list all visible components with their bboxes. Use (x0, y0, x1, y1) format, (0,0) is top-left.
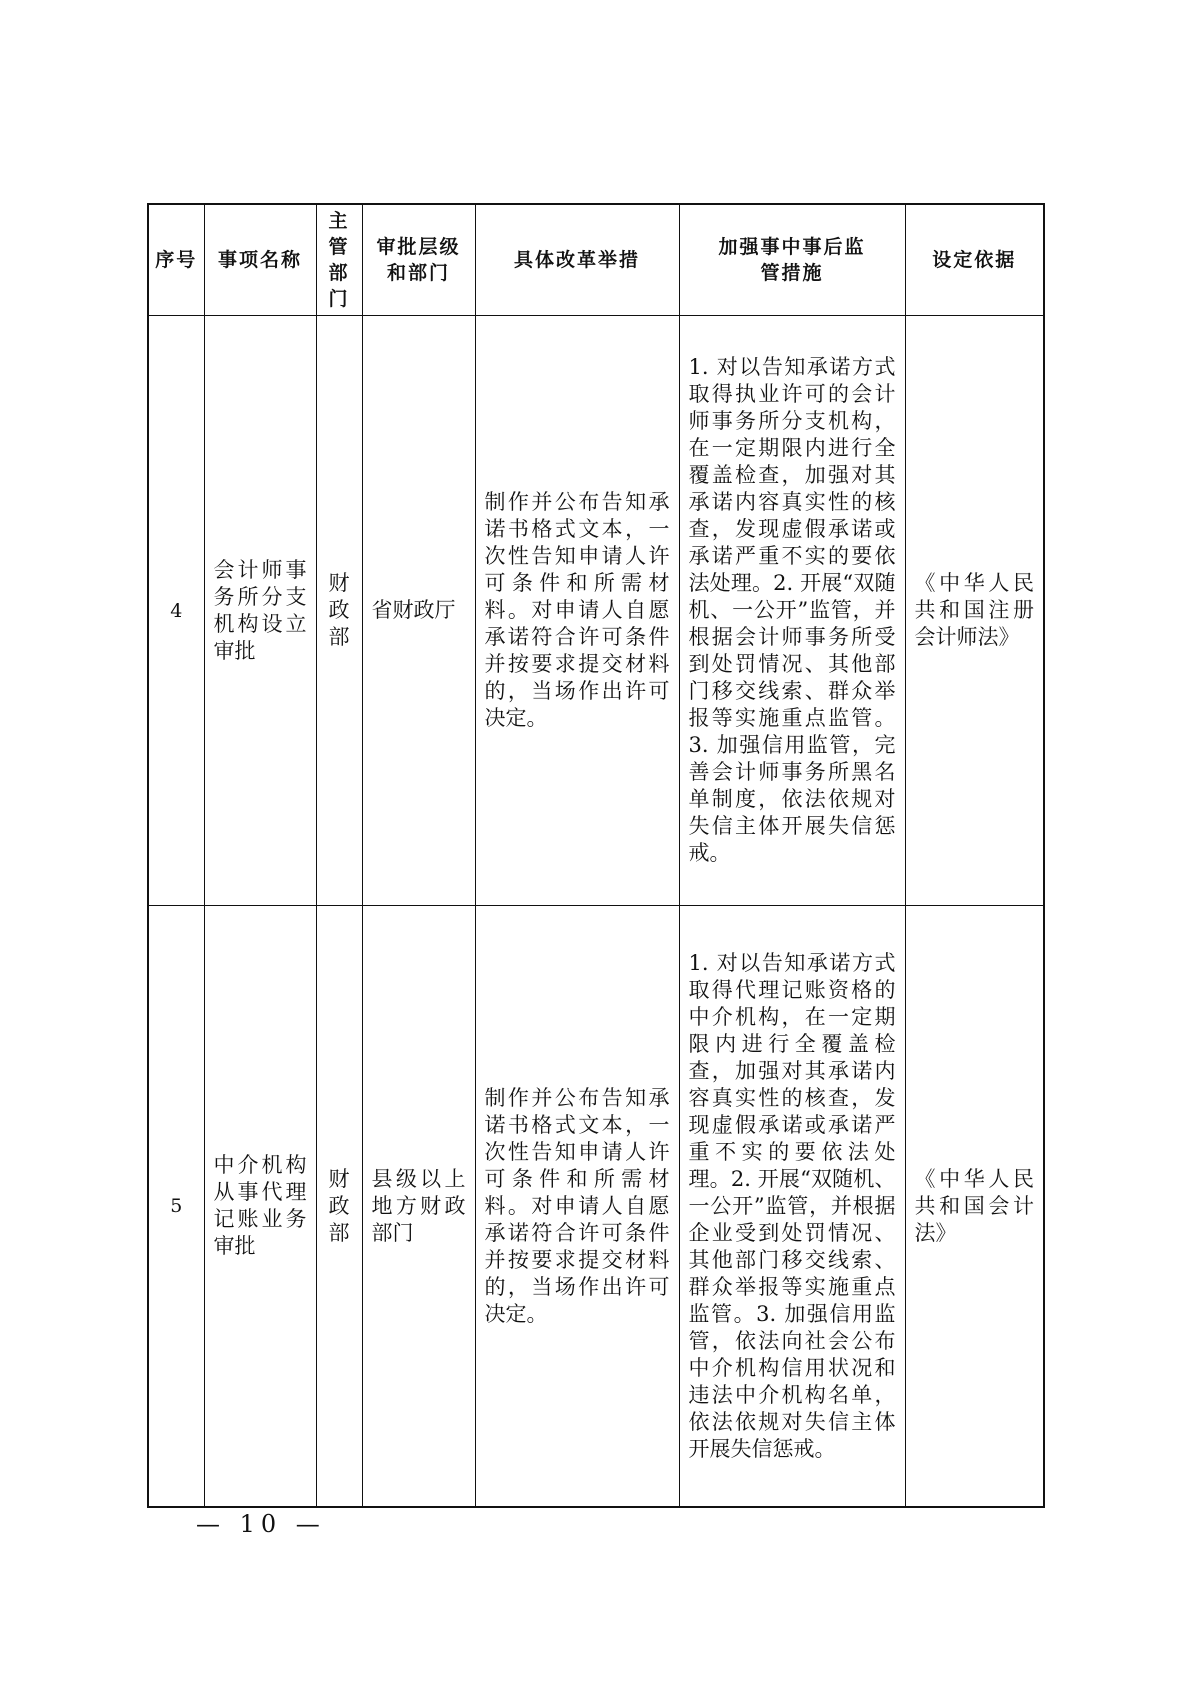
cell-dept: 财政部 (316, 906, 362, 1508)
table-row (148, 906, 1044, 1508)
header-approval-level: 审批层级和部门 (362, 204, 475, 316)
cell-basis: 《中华人民共和国会计法》 (905, 906, 1044, 1508)
cell-reform: 制作并公布告知承诺书格式文本，一次性告知申请人许可条件和所需材料。对申请人自愿承诺符合许可条件并按要求提交材料的，当场作出许可决定。 (475, 906, 679, 1508)
header-reform: 具体改革举措 (475, 204, 679, 316)
cell-approval-level: 省财政厅 (362, 316, 475, 906)
cell-approval-level: 县级以上地方财政部门 (362, 906, 475, 1508)
table-header-row (148, 204, 1044, 316)
cell-seq: 4 (148, 316, 204, 906)
header-basis: 设定依据 (905, 204, 1044, 316)
cell-seq: 5 (148, 906, 204, 1508)
cell-measures: 1. 对以告知承诺方式取得执业许可的会计师事务所分支机构，在一定期限内进行全覆盖检查，加强对其承诺内容真实性的核查，发现虚假承诺或承诺严重不实的要依法处理。2. 开展“双随机、一公开”监管，并根据会计师事务所受到处罚情况、其他部门移交线索、群众举报等实施重点监管。3. 加强信用监管，完善会计师事务所黑名单制度，依法依规对失信主体开展失信惩戒。 (679, 316, 905, 906)
header-dept: 主管部门 (316, 204, 362, 316)
cell-basis: 《中华人民共和国注册会计师法》 (905, 316, 1044, 906)
header-item-name: 事项名称 (204, 204, 316, 316)
approval-items-table (147, 203, 1045, 1508)
cell-reform: 制作并公布告知承诺书格式文本，一次性告知申请人许可条件和所需材料。对申请人自愿承诺符合许可条件并按要求提交材料的，当场作出许可决定。 (475, 316, 679, 906)
page-number: — 10 — (196, 1510, 326, 1538)
header-measures: 加强事中事后监管措施 (679, 204, 905, 316)
cell-dept: 财政部 (316, 316, 362, 906)
cell-item-name: 会计师事务所分支机构设立审批 (204, 316, 316, 906)
cell-item-name: 中介机构从事代理记账业务审批 (204, 906, 316, 1508)
cell-measures: 1. 对以告知承诺方式取得代理记账资格的中介机构，在一定期限内进行全覆盖检查，加强对其承诺内容真实性的核查，发现虚假承诺或承诺严重不实的要依法处理。2. 开展“双随机、一公开”监管，并根据企业受到处罚情况、其他部门移交线索、群众举报等实施重点监管。3. 加强信用监管，依法向社会公布中介机构信用状况和违法中介机构名单，依法依规对失信主体开展失信惩戒。 (679, 906, 905, 1508)
table-row (148, 316, 1044, 906)
header-seq: 序号 (148, 204, 204, 316)
